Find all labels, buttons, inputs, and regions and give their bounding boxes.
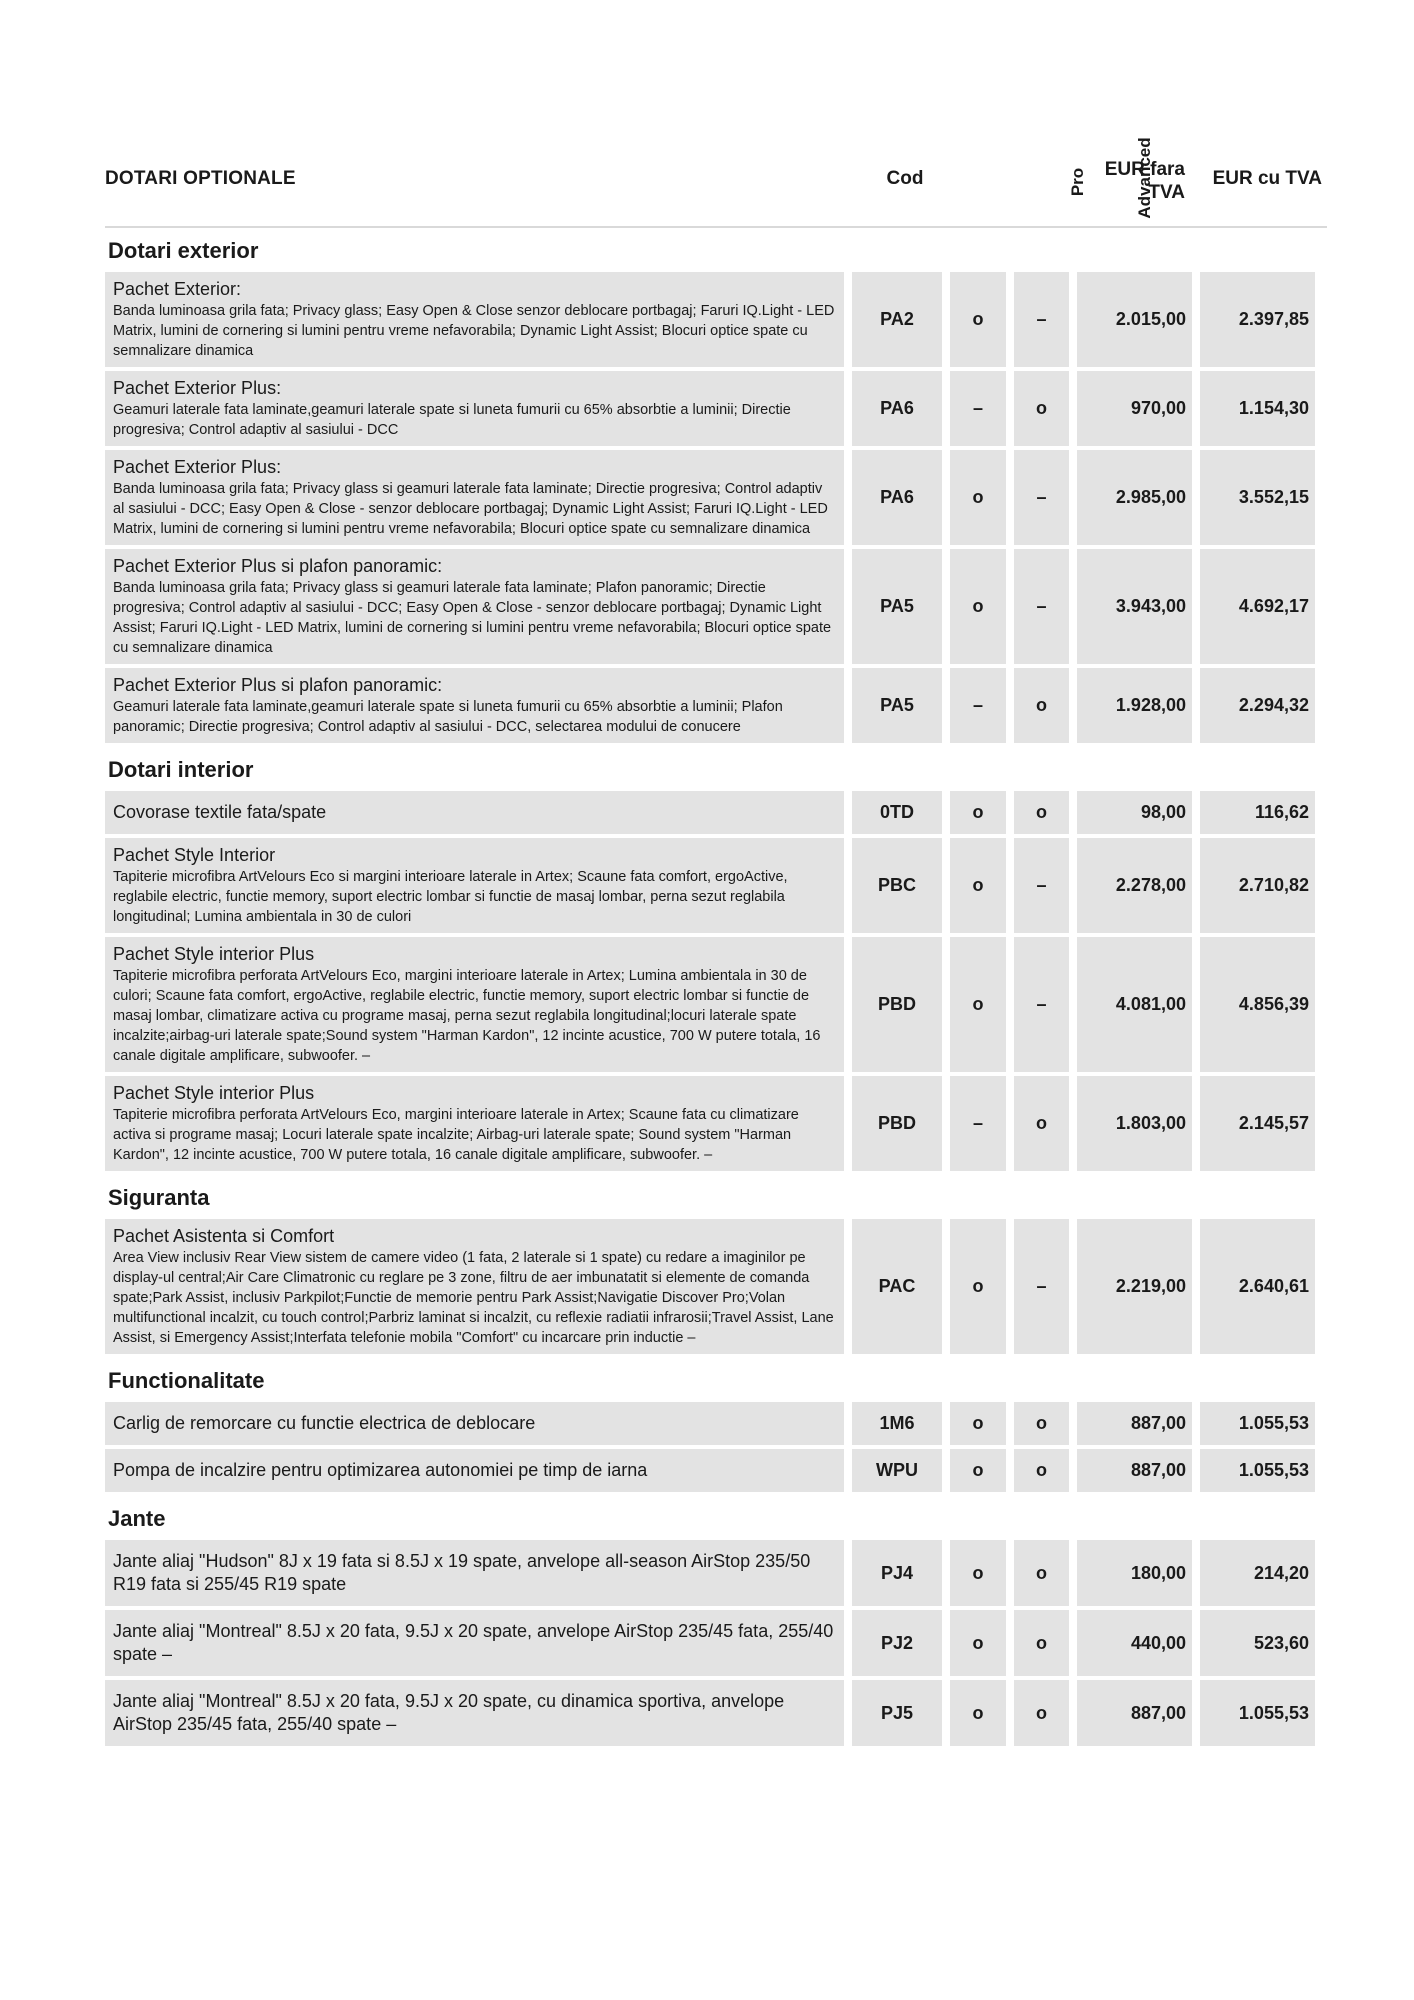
availability-pro: o (950, 1219, 1006, 1354)
availability-pro: o (950, 1680, 1006, 1746)
price-eur-fara-tva: 98,00 (1077, 791, 1192, 834)
option-title: Jante aliaj "Montreal" 8.5J x 20 fata, 9.5J x 20 spate, anvelope AirStop 235/45 fata, 255/40 spate – (113, 1621, 834, 1664)
column-header-cod: Cod (886, 168, 924, 189)
column-header-pro: Pro (1068, 167, 1087, 197)
availability-pro: o (950, 791, 1006, 834)
section-title: Siguranta (108, 1185, 210, 1210)
price-eur-fara-tva: 970,00 (1077, 371, 1192, 446)
availability-pro: o (950, 937, 1006, 1072)
option-details: Geamuri laterale fata laminate,geamuri laterale spate si luneta fumurii cu 65% absorbtie a luminii; Directie progresiva; Control adaptiv al sasiului - DCC (113, 402, 791, 438)
option-details: Banda luminoasa grila fata; Privacy glass si geamuri laterale fata laminate; Directie progresiva; Control adaptiv al sasiului - DCC; Easy Open & Close - senzor deblocare portbagaj; Dynamic Light Assist; Faruri IQ.Light - LED Matrix, lumini de cornering si lumini pentru vreme nefavorabila; Blocuri optice spate cu semnalizare dinamica (113, 481, 828, 537)
availability-advanced: o (1014, 791, 1069, 834)
price-eur-cu-tva: 116,62 (1200, 791, 1315, 834)
option-title: Jante aliaj "Montreal" 8.5J x 20 fata, 9.5J x 20 spate, cu dinamica sportiva, anvelope AirStop 235/45 fata, 255/40 spate – (113, 1691, 785, 1734)
price-eur-fara-tva: 180,00 (1077, 1540, 1192, 1606)
option-details: Banda luminoasa grila fata; Privacy glass; Easy Open & Close senzor deblocare portbagaj; Faruri IQ.Light - LED Matrix, lumini de cornering si lumini pentru vreme nefavorabila; Dynamic Light Assist; Blocuri optice spate cu semnalizare dinamica (113, 303, 835, 359)
option-details: Tapiterie microfibra ArtVelours Eco si margini interioare laterale in Artex; Scaune fata comfort, ergoActive, reglabile electric, functie memory, suport electric lombar si functie de masaj lombar, perna sezut reglabila longitudinal; Lumina ambientala in 30 de culori (113, 869, 788, 925)
column-header-eur-fara-tva: EUR fara TVA (1104, 159, 1185, 203)
availability-pro: o (950, 272, 1006, 367)
option-description (105, 1680, 844, 1746)
availability-advanced: o (1014, 1402, 1069, 1445)
price-eur-fara-tva: 887,00 (1077, 1402, 1192, 1445)
option-code: PA2 (852, 272, 942, 367)
availability-pro: o (950, 1610, 1006, 1676)
option-code: PA6 (852, 450, 942, 545)
option-description (105, 371, 844, 446)
option-title: Pachet Exterior Plus si plafon panoramic: (113, 675, 443, 695)
option-description (105, 549, 844, 664)
option-description (105, 1076, 844, 1171)
availability-advanced: – (1014, 1219, 1069, 1354)
price-eur-cu-tva: 2.145,57 (1200, 1076, 1315, 1171)
option-title: Pachet Exterior Plus si plafon panoramic: (113, 556, 443, 576)
price-eur-fara-tva: 2.219,00 (1077, 1219, 1192, 1354)
option-title: Pachet Style interior Plus (113, 1083, 315, 1103)
availability-pro: o (950, 450, 1006, 545)
price-eur-fara-tva: 1.803,00 (1077, 1076, 1192, 1171)
option-code: PA5 (852, 668, 942, 743)
table-row (105, 937, 1327, 1072)
price-eur-cu-tva: 2.710,82 (1200, 838, 1315, 933)
availability-pro: – (950, 371, 1006, 446)
availability-advanced: o (1014, 1680, 1069, 1746)
price-eur-cu-tva: 1.055,53 (1200, 1680, 1315, 1746)
price-eur-fara-tva: 3.943,00 (1077, 549, 1192, 664)
option-title: Pachet Exterior: (113, 279, 242, 299)
page-title: DOTARI OPTIONALE (105, 168, 296, 189)
availability-pro: o (950, 1449, 1006, 1492)
section (105, 747, 1327, 1171)
sections-container (105, 228, 1327, 1746)
price-eur-fara-tva: 2.278,00 (1077, 838, 1192, 933)
section (105, 228, 1327, 743)
availability-pro: o (950, 549, 1006, 664)
price-eur-cu-tva: 1.154,30 (1200, 371, 1315, 446)
price-eur-fara-tva: 887,00 (1077, 1680, 1192, 1746)
section (105, 1358, 1327, 1492)
option-code: 0TD (852, 791, 942, 834)
price-eur-cu-tva: 2.294,32 (1200, 668, 1315, 743)
option-title: Pompa de incalzire pentru optimizarea autonomiei pe timp de iarna (113, 1460, 648, 1480)
price-eur-fara-tva: 2.015,00 (1077, 272, 1192, 367)
option-code: PAC (852, 1219, 942, 1354)
section-title: Jante (108, 1506, 166, 1531)
option-description (105, 791, 844, 834)
option-code: PBD (852, 937, 942, 1072)
price-eur-cu-tva: 4.856,39 (1200, 937, 1315, 1072)
availability-pro: – (950, 1076, 1006, 1171)
option-title: Pachet Style Interior (113, 845, 276, 865)
price-eur-cu-tva: 3.552,15 (1200, 450, 1315, 545)
table-row (105, 838, 1327, 933)
option-description (105, 1540, 844, 1606)
option-code: PJ5 (852, 1680, 942, 1746)
option-code: PJ2 (852, 1610, 942, 1676)
column-header-eur-cu-tva: EUR cu TVA (1212, 168, 1322, 189)
section-title: Dotari exterior (108, 238, 259, 263)
option-description (105, 1402, 844, 1445)
availability-advanced: – (1014, 272, 1069, 367)
availability-pro: o (950, 838, 1006, 933)
price-list-page (105, 120, 1327, 1750)
option-code: PBC (852, 838, 942, 933)
option-description (105, 272, 844, 367)
availability-pro: o (950, 1402, 1006, 1445)
option-details: Area View inclusiv Rear View sistem de camere video (1 fata, 2 laterale si 1 spate) cu redare a imaginilor pe display-ul central;Air Care Climatronic cu reglare pe 3 zone, filtru de aer imbunatatit si elemente de comanda spate;Park Assist, inclusiv Parkpilot;Functie de memorie pentru Park Assist;Navigatie Discover Pro;Volan multifunctional incalzit, cu touch control;Parbriz laminat si incalzit, cu reflexie radiatii infrarosii;Travel Assist, Lane Assist, si Emergency Assist;Interfata telefonie mobila "Comfort" cu incarcare prin inductie – (113, 1250, 834, 1346)
price-eur-cu-tva: 1.055,53 (1200, 1449, 1315, 1492)
availability-advanced: o (1014, 1449, 1069, 1492)
option-description (105, 937, 844, 1072)
price-eur-cu-tva: 2.640,61 (1200, 1219, 1315, 1354)
section-title: Functionalitate (108, 1368, 265, 1393)
table-row (105, 791, 1327, 834)
option-code: PBD (852, 1076, 942, 1171)
option-code: PA6 (852, 371, 942, 446)
table-row (105, 1449, 1327, 1492)
option-description (105, 450, 844, 545)
table-header (105, 120, 1327, 228)
option-title: Jante aliaj "Hudson" 8J x 19 fata si 8.5J x 19 spate, anvelope all-season AirStop 235/50 R19 fata si 255/45 R19 spate (113, 1551, 811, 1594)
availability-advanced: – (1014, 937, 1069, 1072)
option-description (105, 838, 844, 933)
option-description (105, 1219, 844, 1354)
column-header-advanced: Advanced (1135, 137, 1154, 219)
option-title: Pachet Exterior Plus: (113, 378, 282, 398)
table-row (105, 1219, 1327, 1354)
table-row (105, 668, 1327, 743)
table-row (105, 1402, 1327, 1445)
price-eur-cu-tva: 2.397,85 (1200, 272, 1315, 367)
option-code: WPU (852, 1449, 942, 1492)
table-row (105, 272, 1327, 367)
option-description (105, 1449, 844, 1492)
option-title: Pachet Style interior Plus (113, 944, 315, 964)
option-description (105, 1610, 844, 1676)
table-row (105, 1610, 1327, 1676)
table-row (105, 1076, 1327, 1171)
availability-advanced: o (1014, 668, 1069, 743)
option-code: PJ4 (852, 1540, 942, 1606)
availability-advanced: o (1014, 1540, 1069, 1606)
table-row (105, 1680, 1327, 1746)
option-code: 1M6 (852, 1402, 942, 1445)
table-row (105, 549, 1327, 664)
option-details: Geamuri laterale fata laminate,geamuri laterale spate si luneta fumurii cu 65% absorbtie a luminii; Plafon panoramic; Directie progresiva; Control adaptiv al sasiului - DCC, selectarea modului de conucere (113, 699, 783, 735)
price-eur-cu-tva: 214,20 (1200, 1540, 1315, 1606)
table-row (105, 371, 1327, 446)
option-title: Carlig de remorcare cu functie electrica de deblocare (113, 1413, 536, 1433)
section (105, 1175, 1327, 1354)
availability-advanced: o (1014, 1610, 1069, 1676)
price-eur-fara-tva: 4.081,00 (1077, 937, 1192, 1072)
availability-pro: o (950, 1540, 1006, 1606)
price-eur-cu-tva: 1.055,53 (1200, 1402, 1315, 1445)
table-row (105, 450, 1327, 545)
section (105, 1496, 1327, 1746)
option-details: Tapiterie microfibra perforata ArtVelours Eco, margini interioare laterale in Artex; Scaune fata cu climatizare activa si programe masaj; Locuri laterale spate incalzite; Airbag-uri laterale spate; Sound system "Harman Kardon", 12 incinte acustice, 700 W putere totala, 16 canale digitale amplificare, subwoofer. – (113, 1107, 799, 1163)
option-details: Banda luminoasa grila fata; Privacy glass si geamuri laterale fata laminate; Plafon panoramic; Directie progresiva; Control adaptiv al sasiului - DCC; Easy Open & Close - senzor deblocare portbagaj; Dynamic Light Assist; Faruri IQ.Light - LED Matrix, lumini de cornering si lumini pentru vreme nefavorabila; Blocuri optice spate cu semnalizare dinamica (113, 580, 832, 656)
price-eur-cu-tva: 4.692,17 (1200, 549, 1315, 664)
option-description (105, 668, 844, 743)
table-row (105, 1540, 1327, 1606)
availability-advanced: – (1014, 549, 1069, 664)
price-eur-fara-tva: 887,00 (1077, 1449, 1192, 1492)
price-eur-fara-tva: 1.928,00 (1077, 668, 1192, 743)
price-eur-fara-tva: 440,00 (1077, 1610, 1192, 1676)
availability-advanced: o (1014, 371, 1069, 446)
option-details: Tapiterie microfibra perforata ArtVelours Eco, margini interioare laterale in Artex; Lumina ambientala in 30 de culori; Scaune fata comfort, ergoActive, reglabile electric, functie memory, suport electric lombar si functie de masaj lombar, climatizare activa cu programe masaj, perna sezut reglabila longitudinal;locuri laterale spate incalzite;airbag-uri laterale spate;Sound system "Harman Kardon", 12 incinte acustice, 700 W putere totala, 16 canale digitale amplificare, subwoofer. – (113, 968, 821, 1064)
option-title: Pachet Asistenta si Comfort (113, 1226, 335, 1246)
availability-advanced: – (1014, 838, 1069, 933)
availability-advanced: o (1014, 1076, 1069, 1171)
price-eur-cu-tva: 523,60 (1200, 1610, 1315, 1676)
option-title: Pachet Exterior Plus: (113, 457, 282, 477)
option-title: Covorase textile fata/spate (113, 802, 327, 822)
availability-advanced: – (1014, 450, 1069, 545)
section-title: Dotari interior (108, 757, 254, 782)
availability-pro: – (950, 668, 1006, 743)
price-eur-fara-tva: 2.985,00 (1077, 450, 1192, 545)
option-code: PA5 (852, 549, 942, 664)
